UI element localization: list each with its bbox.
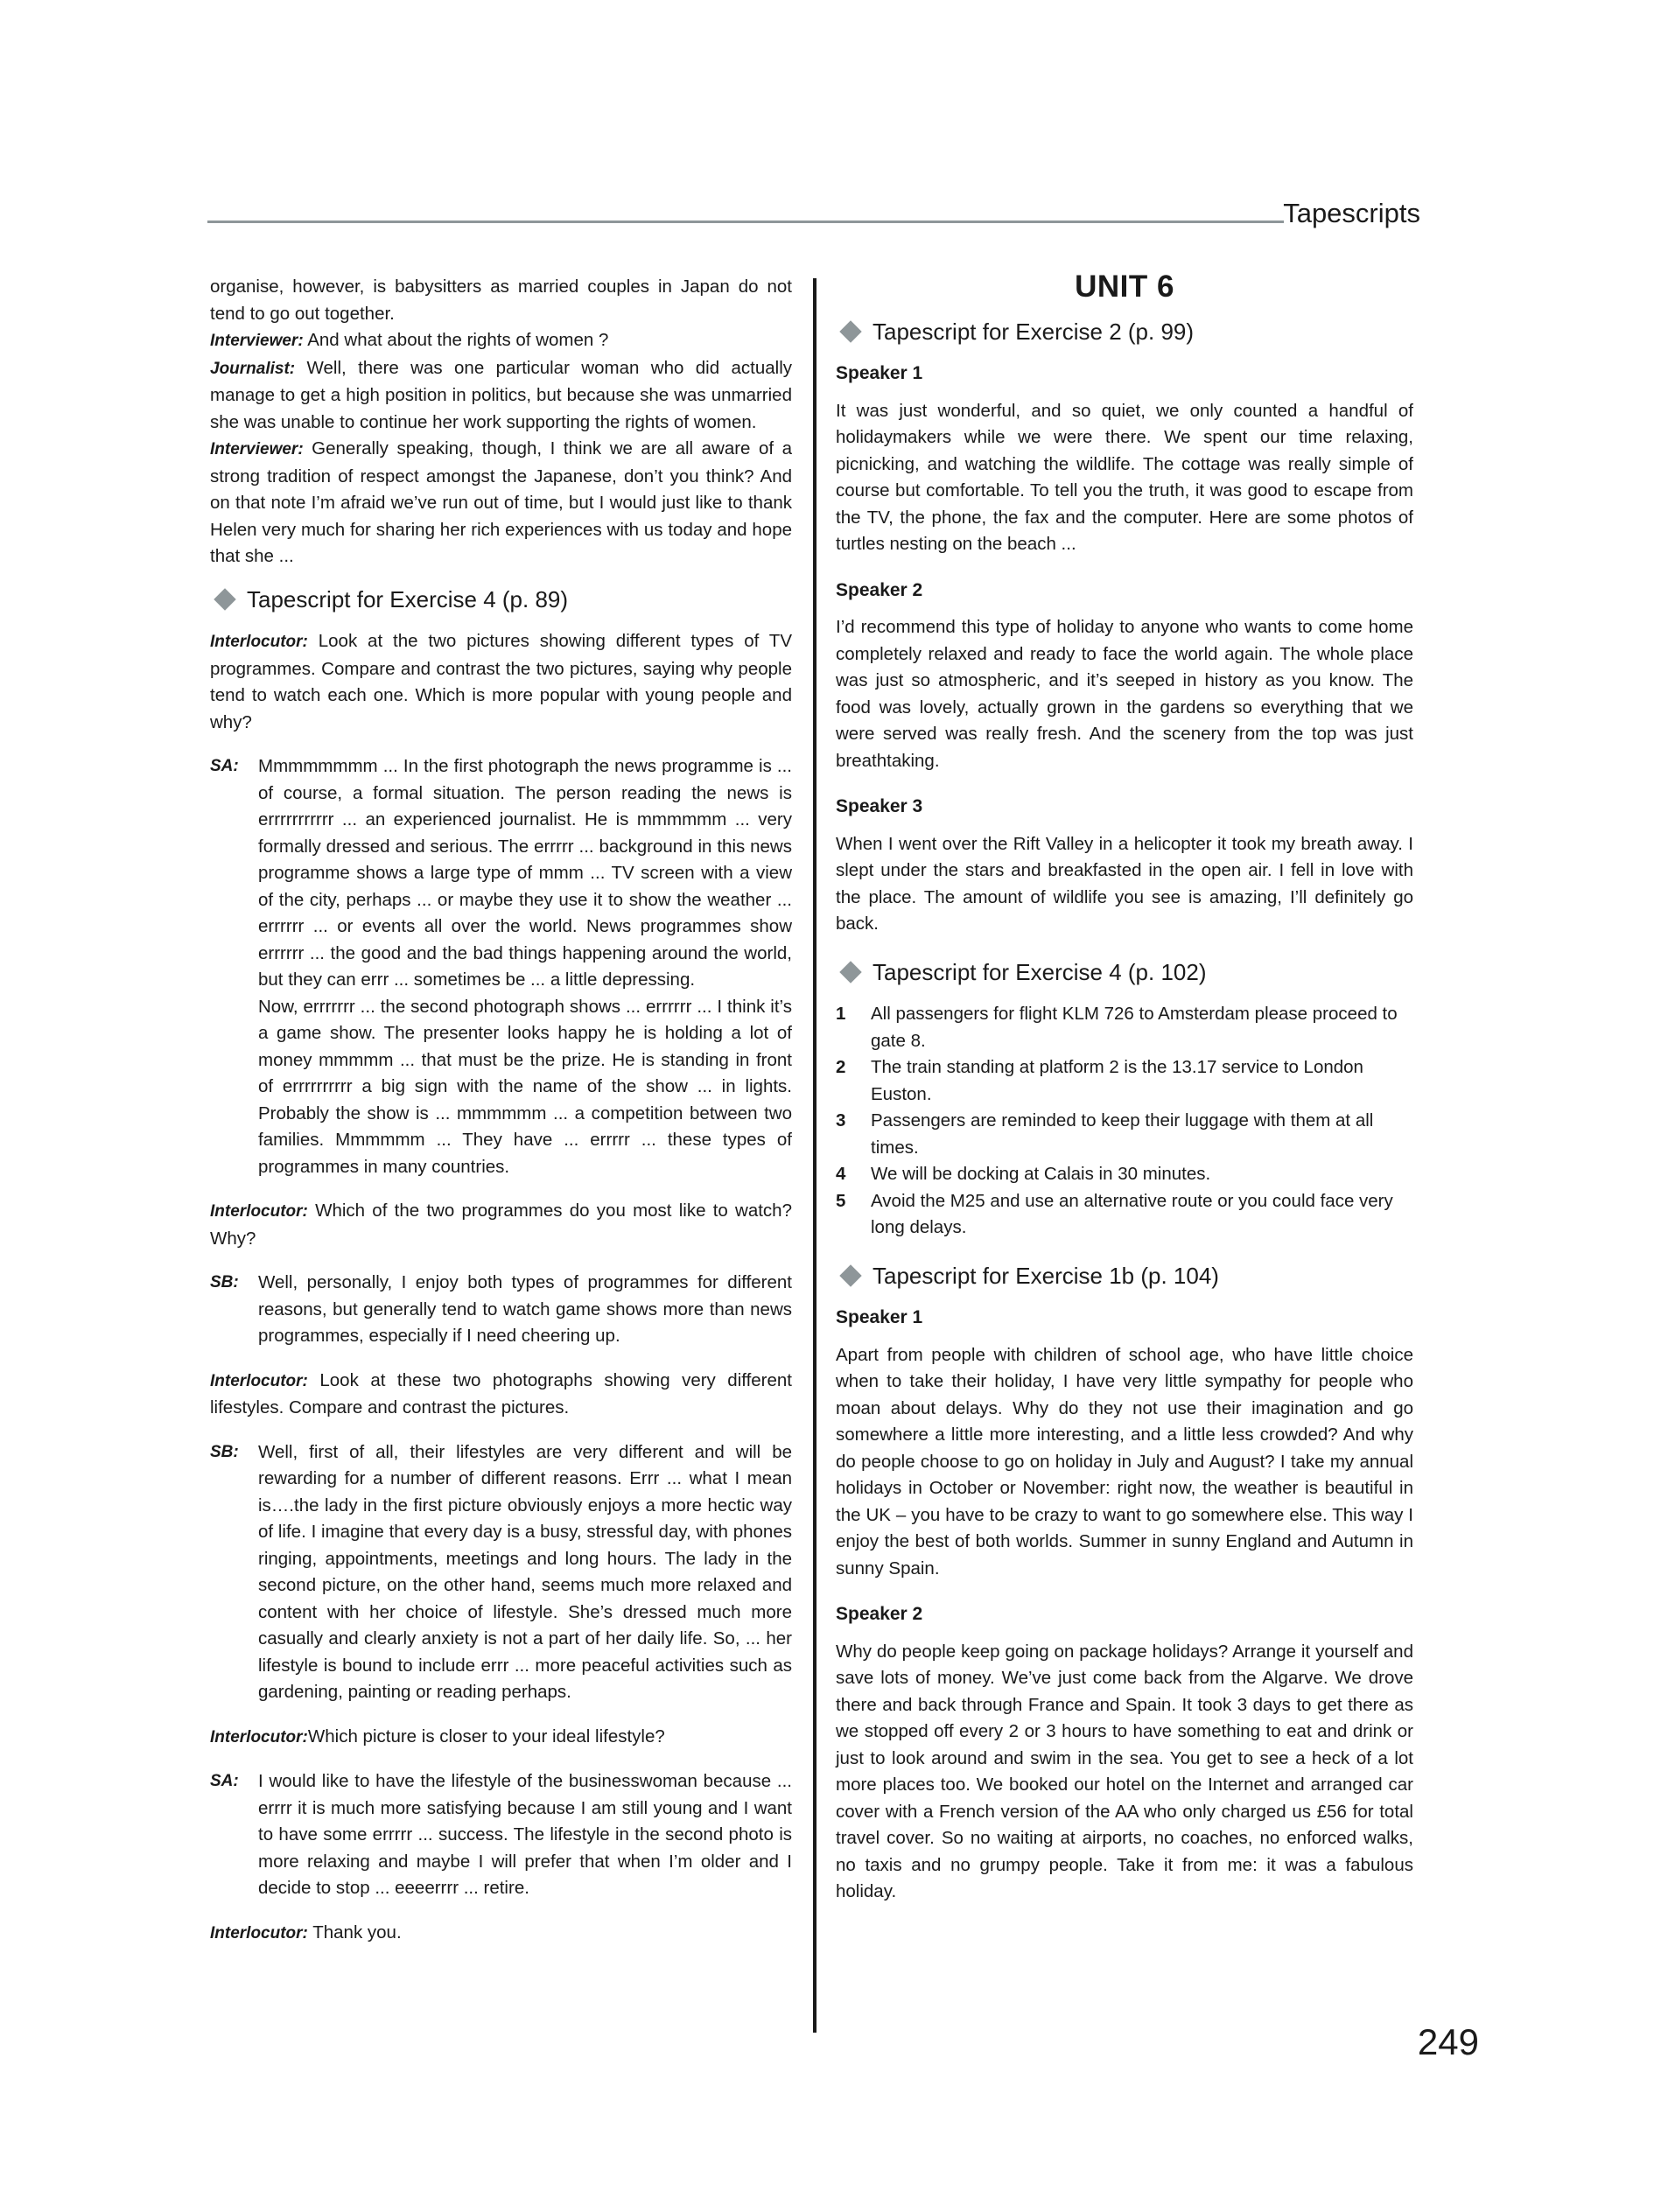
dialogue-text: Which picture is closer to your ideal lifestyle? (307, 1726, 665, 1746)
list-text: Avoid the M25 and use an alternative route or you could face very long delays. (871, 1190, 1393, 1237)
candidate-answer (210, 1768, 792, 1902)
announcement-list (836, 1001, 1413, 1242)
section-heading (836, 1263, 1413, 1290)
speaker-label: Interlocutor: (210, 1923, 308, 1942)
speaker-label: Interlocutor: (210, 1202, 308, 1221)
section-heading-text: Tapescript for Exercise 4 (p. 102) (873, 958, 1207, 985)
section-heading (836, 959, 1413, 986)
running-header: Tapescripts (1283, 198, 1420, 228)
diamond-bullet-icon (214, 588, 235, 610)
speaker-paragraph: Apart from people with children of school age, who have little choice when to take their holiday, I have very little sympathy for people who moan about delays. Why do they not use their imagination and go somewhere a little more interesting, and a little less crowded? And why do people choose to go on holiday in July and August? I take my annual holidays in October or November: right now, the weather is beautiful in the UK – you have to be crazy to want to go somewhere else. This way I enjoy the best of both worlds. Summer in sunny England and Autumn in sunny Spain. (836, 1344, 1413, 1578)
speaker-label: Interlocutor: (210, 1371, 308, 1390)
answer-paragraph: Well, personally, I enjoy both types of programmes for different reasons, but generally tend to watch game shows more than news programmes, especially if I need cheering up. (258, 1272, 792, 1346)
speaker-label: Interviewer: (210, 440, 304, 458)
answer-paragraph: Well, first of all, their lifestyles are very different and will be rewarding for a number of different reasons. Errr ... what I mean is….the lady in the first picture obviously enjoys a more hectic way of life. I imagine that every day is a busy, stressful day, with phones ringing, appointments, meetings and long hours. The lady in the second picture, on the other hand, seems much more relaxed and content with her choice of lifestyle. She’s dressed much more casually and clearly anxiety is not a part of her daily life. So, ... her lifestyle is bound to include errr ... more peaceful activities such as gardening, painting or reading perhaps. (258, 1441, 792, 1702)
list-text: The train standing at platform 2 is the 13.17 service to London Euston. (871, 1057, 1363, 1104)
answer-paragraph: I would like to have the lifestyle of the businesswoman because ... errrr it is much more satisfying because I am still young and I want to have some errrrr ... success. The lifestyle in the second photo is more relaxing and maybe I will prefer that when I’m older and I decide to stop ... eeeerrrr ... retire. (258, 1771, 792, 1898)
section-heading-text: Tapescript for Exercise 2 (p. 99) (873, 318, 1195, 345)
intro-text: organise, however, is babysitters as married couples in Japan do not tend to go out together. (210, 276, 792, 324)
dialogue-text: Thank you. (307, 1922, 402, 1942)
section-heading-text: Tapescript for Exercise 4 (p. 89) (247, 585, 569, 612)
list-item (836, 1108, 1413, 1161)
speaker-label: Journalist: (210, 359, 296, 378)
speaker-paragraph: Why do people keep going on package holidays? Arrange it yourself and save lots of money. We’ve just come back from the Algarve. We drove there and back through France and Spain. It took 3 days to get there as we stopped off every 2 or 3 hours to have something to eat and drink or just to look around and swim in the sea. You get to see a heck of a lot more places too. We booked our hotel on the Internet and arranged car cover with a French version of the AA who only charged us £56 for total travel cover. So no waiting at airports, no coaches, no enforced walks, no taxis and no grumpy people. Take it from me: it was a fabulous holiday. (836, 1641, 1413, 1901)
speaker-label: Interlocutor: (210, 633, 308, 651)
speaker-paragraph: It was just wonderful, and so quiet, we only counted a handful of holidaymakers while we were there. We spent our time relaxing, picnicking, and watching the wildlife. The cottage was really simple of course but comfortable. To tell you the truth, it was good to escape from the TV, the phone, the fax and the computer. Here are some photos of turtles nesting on the beach ... (836, 400, 1413, 554)
speaker-paragraph: I’d recommend this type of holiday to anyone who wants to come home completely relaxed and ready to face the world again. The whole place was just so atmospheric, and it’s seeped in history as you know. The food was lovely, actually grown in the gardens so everything that we were served was really fresh. And the scenery from the top was just breathtaking. (836, 617, 1413, 771)
dialogue-text: Look at these two photographs showing very different lifestyles. Compare and contrast the pictures. (210, 1369, 792, 1418)
interlocutor-line (210, 1920, 792, 1948)
intro-paragraph (210, 274, 792, 570)
list-number: 5 (836, 1190, 846, 1211)
dialogue-text: Well, there was one particular woman who did actually manage to get a high position in politics, but because she was unmarried she was unable to continue her work supporting the rights of women. (210, 357, 792, 432)
section-heading (210, 586, 792, 613)
dialogue-text: Which of the two programmes do you most like to watch? Why? (210, 1200, 792, 1249)
diamond-bullet-icon (839, 320, 861, 342)
section-heading (836, 318, 1413, 346)
diamond-bullet-icon (839, 961, 861, 983)
left-column (210, 274, 792, 1947)
interlocutor-line (210, 1724, 792, 1752)
speaker-heading: Speaker 2 (836, 579, 923, 600)
answer-paragraph: Mmmmmmmm ... In the first photograph the news programme is ... of course, a formal situation. The person reading the news is errrrrrrrrrr ... an experienced journalist. He is mmmmmm ... very formally dressed and serious. The errrrr ... background in this news programme shows a large type of mmm ... TV screen with a view of the city, perhaps ... or maybe they use it to show the weather ... errrrrr ... or events all over the world. News programmes show errrrrr ... the good and the bad things happening around the world, but they can errr ... sometimes be ... a little depressing. (258, 756, 792, 990)
dialogue-text: And what about the rights of women ? (303, 330, 609, 350)
speaker-label: Interviewer: (210, 332, 304, 350)
interlocutor-line (210, 628, 792, 736)
diamond-bullet-icon (839, 1264, 861, 1286)
speaker-heading: Speaker 3 (836, 796, 923, 816)
speaker-heading: Speaker 1 (836, 363, 923, 383)
speaker-label: SB: (210, 1442, 239, 1461)
list-number: 4 (836, 1164, 846, 1184)
list-text: Passengers are reminded to keep their luggage with them at all times. (871, 1110, 1374, 1158)
page-number: 249 (1417, 2021, 1479, 2062)
list-item (836, 1054, 1413, 1108)
interlocutor-line (210, 1368, 792, 1422)
speaker-label: Interlocutor: (210, 1727, 308, 1746)
right-column (836, 270, 1413, 1906)
unit-title: UNIT 6 (1075, 270, 1174, 304)
list-number: 1 (836, 1004, 846, 1024)
speaker-label: SA: (210, 1772, 239, 1790)
answer-paragraph: Now, errrrrrr ... the second photograph shows ... errrrrr ... I think it’s a game show. The presenter looks happy he is holding a lot of money mmmmm ... that must be the prize. He is standing in front of errrrrrrrrr a big sign with the name of the show ... in lights. Probably the show is ... mmmmmm ... a competition between two families. Mmmmmm ... They have ... errrrr ... these types of programmes in many countries. (258, 996, 792, 1177)
list-text: We will be docking at Calais in 30 minutes. (871, 1164, 1211, 1184)
list-item (836, 1001, 1413, 1054)
list-item (836, 1161, 1413, 1188)
list-text: All passengers for flight KLM 726 to Amsterdam please proceed to gate 8. (871, 1004, 1398, 1051)
speaker-label: SB: (210, 1273, 239, 1292)
candidate-answer (210, 1439, 792, 1706)
candidate-answer (210, 1270, 792, 1350)
list-number: 2 (836, 1057, 846, 1077)
dialogue-text: Look at the two pictures showing different types of TV programmes. Compare and contrast the two pictures, saying why people tend to watch each one. Which is more popular with young people and why? (210, 631, 792, 732)
speaker-heading: Speaker 2 (836, 1604, 923, 1624)
speaker-label: SA: (210, 757, 239, 775)
header-rule (207, 220, 1284, 223)
list-item (836, 1188, 1413, 1242)
interlocutor-line (210, 1198, 792, 1252)
dialogue-text: Generally speaking, though, I think we are all aware of a strong tradition of respect amongst the Japanese, don’t you think? And on that note I’m afraid we’ve run out of time, but I would just like to thank Helen very much for sharing her rich experiences with us today and hope that she ... (210, 438, 792, 566)
speaker-heading: Speaker 1 (836, 1307, 923, 1327)
section-heading-text: Tapescript for Exercise 1b (p. 104) (873, 1262, 1219, 1289)
column-divider (813, 278, 816, 2033)
speaker-paragraph: When I went over the Rift Valley in a helicopter it took my breath away. I slept under the stars and breakfasted in the open air. I fell in love with the place. The amount of wildlife you see is amazing, I’ll definitely go back. (836, 833, 1413, 934)
candidate-answer (210, 753, 792, 1180)
list-number: 3 (836, 1110, 846, 1130)
